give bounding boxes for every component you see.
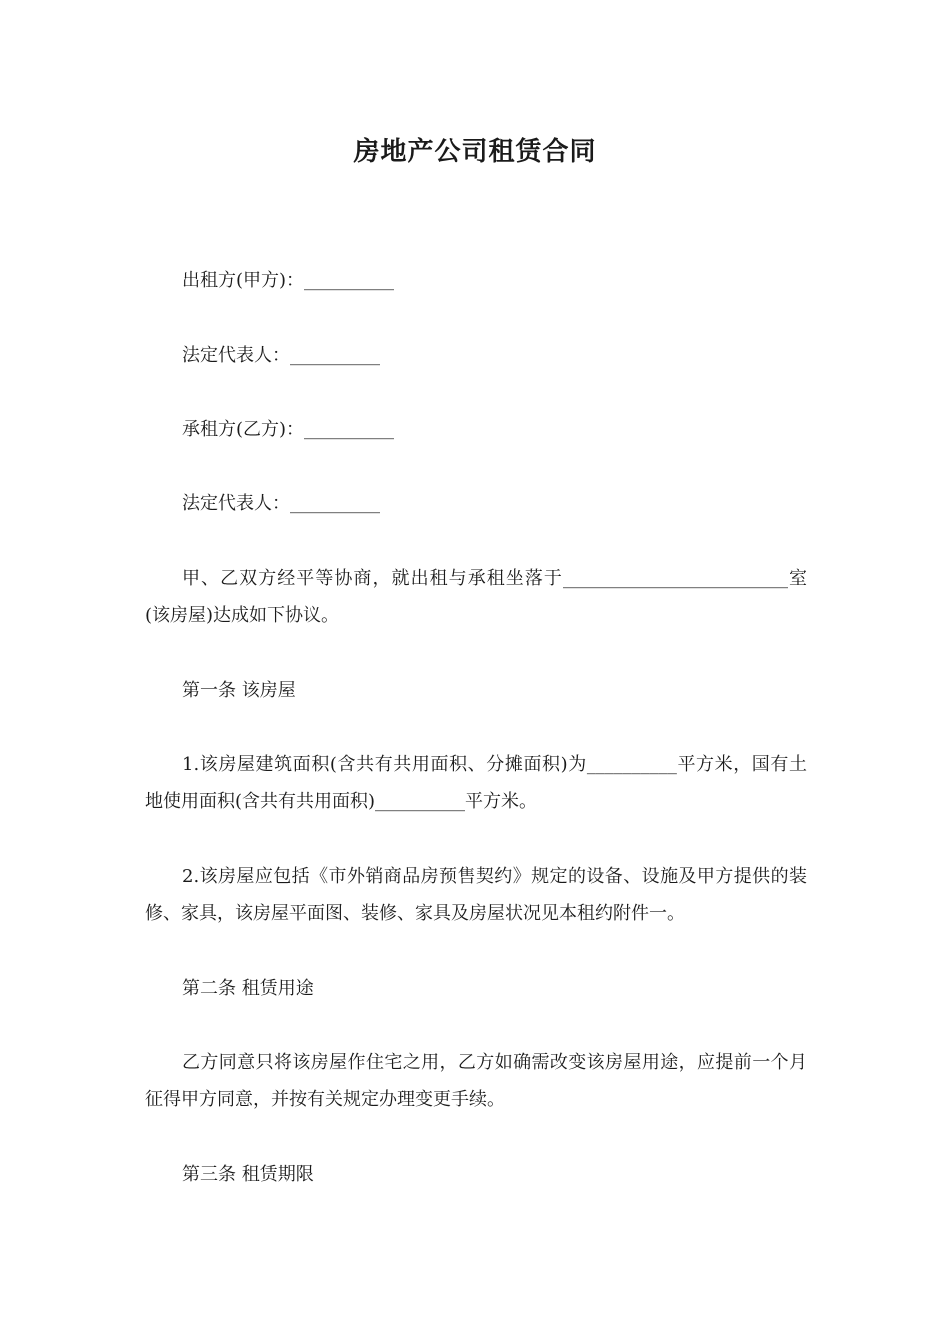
lessor-line: 出租方(甲方)：__________ — [182, 270, 395, 291]
article-1-heading: 第一条 该房屋 — [182, 680, 296, 701]
article-1-item-2: 2.该房屋应包括《市外销商品房预售契约》规定的设备、设施及甲方提供的装修、家具，该房屋平面图、装修、家具及房屋状况见本租约附件一。 — [145, 866, 807, 924]
article-1-item-1: 1.该房屋建筑面积(含共有共用面积、分摊面积)为__________平方米，国有土地使用面积(含共有共用面积)__________平方米。 — [145, 754, 807, 812]
article-2-body: 乙方同意只将该房屋作住宅之用，乙方如确需改变该房屋用途，应提前一个月征得甲方同意，并按有关规定办理变更手续。 — [145, 1052, 807, 1110]
lessor-representative-line: 法定代表人：__________ — [182, 345, 380, 366]
document-title: 房地产公司租赁合同 — [353, 137, 597, 167]
intro-paragraph: 甲、乙双方经平等协商，就出租与承租坐落于_________________________室(该房屋)达成如下协议。 — [145, 568, 807, 626]
article-3-heading: 第三条 租赁期限 — [182, 1164, 314, 1185]
lessee-line: 承租方(乙方)：__________ — [182, 419, 395, 440]
article-2-heading: 第二条 租赁用途 — [182, 978, 314, 999]
lessee-representative-line: 法定代表人：__________ — [182, 493, 380, 514]
